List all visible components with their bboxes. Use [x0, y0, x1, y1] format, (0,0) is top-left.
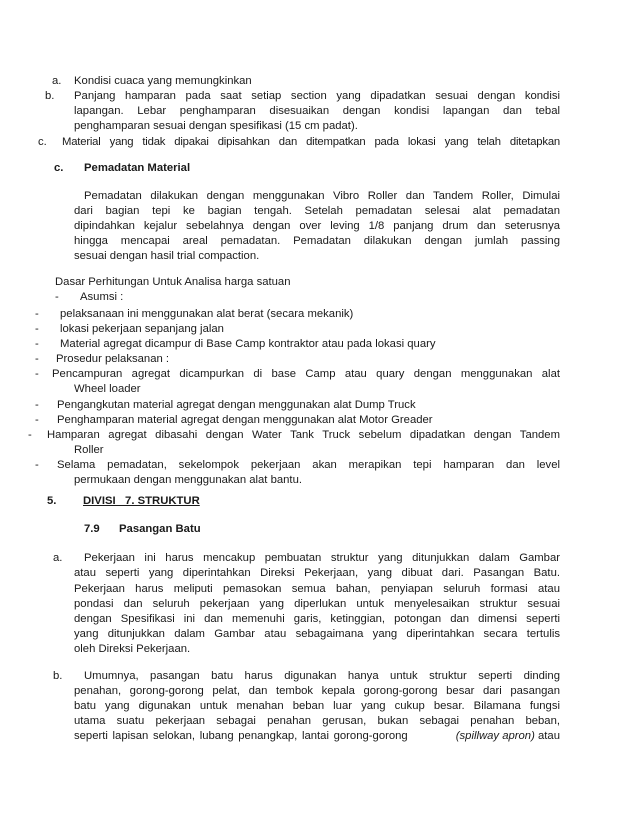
- proc-item-1-line-2: Wheel loader: [74, 383, 141, 395]
- para-a-line-1: Pekerjaan ini harus mencakup pembuatan struktur yang ditunjukkan dalam Gambar: [84, 552, 560, 564]
- pemadatan-line-1: Pemadatan dilakukan dengan menggunakan Vibro Roller dan Tandem Roller, Dimulai: [84, 190, 560, 202]
- list-marker-c: c.: [38, 136, 47, 148]
- list-item-b-line-3: penghamparan sesuai dengan spesifikasi (15 cm padat).: [74, 120, 358, 132]
- asumsi-item-1: pelaksanaan ini menggunakan alat berat (secara mekanik): [60, 308, 354, 320]
- list-item-b-line-1: Panjang hamparan pada saat setiap section yang dipadatkan sesuai dengan kondisi: [74, 90, 560, 102]
- divisi-number: 5.: [47, 495, 57, 507]
- proc-item-4-line-1: Hamparan agregat dibasahi dengan Water Tank Truck sebelum dipadatkan dengan Tandem: [47, 429, 560, 441]
- section-number: 7.9: [84, 523, 100, 535]
- dash-6: -: [35, 399, 39, 411]
- list-marker-a: a.: [52, 75, 62, 87]
- asumsi-dash: -: [55, 291, 59, 303]
- proc-item-1-line-1: Pencampuran agregat dicampurkan di base Camp atau quary dengan menggunakan alat: [52, 368, 560, 380]
- para-b-line-5-suffix: atau: [534, 730, 560, 742]
- section-title: Pasangan Batu: [119, 523, 201, 535]
- asumsi-item-2: lokasi pekerjaan sepanjang jalan: [60, 323, 224, 335]
- para-b-line-1: Umumnya, pasangan batu harus digunakan hanya untuk struktur seperti dinding: [84, 670, 560, 682]
- dash-4: -: [35, 353, 39, 365]
- dash-5: -: [35, 368, 39, 380]
- para-b-marker: b.: [53, 670, 63, 682]
- para-a-line-3: Pekerjaan harus meliputi pemasokan semua bahan, penyiapan seluruh formasi atau: [74, 583, 560, 595]
- proc-item-2: Pengangkutan material agregat dengan menggunakan alat Dump Truck: [57, 399, 416, 411]
- para-a-line-5: dengan Spesifikasi ini dan memenuhi garis, ketinggian, potongan dan dimensi seperti: [74, 613, 560, 625]
- list-item-a-text: Kondisi cuaca yang memungkinkan: [74, 75, 252, 87]
- para-a-line-7: oleh Direksi Pekerjaan.: [74, 643, 191, 655]
- pemadatan-line-3: dipindahkan kejalur sebelahnya dengan over leving 1/8 panjang drum dan seterusnya: [74, 220, 560, 232]
- para-a-marker: a.: [53, 552, 63, 564]
- pemadatan-line-5: sesuai dengan hasil trial compaction.: [74, 250, 260, 262]
- list-marker-b: b.: [45, 90, 55, 102]
- dash-7: -: [35, 414, 39, 426]
- para-b-italic-term: (spillway apron): [455, 730, 535, 742]
- para-b-line-4: utama suatu pekerjaan sebagai penahan gerusan, bukan sebagai penahan beban,: [74, 715, 560, 727]
- asumsi-item-3: Material agregat dicampur di Base Camp kontraktor atau pada lokasi quary: [60, 338, 436, 350]
- dash-9: -: [35, 459, 39, 471]
- proc-item-5-line-2: permukaan dengan menggunakan alat bantu.: [74, 474, 302, 486]
- pemadatan-line-2: dari bagian tepi ke bagian tengah. Setelah pemadatan selesai alat pemadatan: [74, 205, 560, 217]
- para-b-line-5-end: [456, 729, 560, 744]
- proc-item-5-line-1: Selama pemadatan, sekelompok pekerjaan akan merapikan tepi hamparan dan level: [57, 459, 560, 471]
- para-b-line-3: batu yang digunakan untuk menahan beban luar yang cukup besar. Bilamana fungsi: [74, 700, 560, 712]
- para-b-line-5-prefix: seperti lapisan selokan, lubang penangkap, lantai gorong-gorong: [74, 730, 408, 742]
- proc-item-4-line-2: Roller: [74, 444, 104, 456]
- divisi-title: DIVISI 7. STRUKTUR: [83, 495, 200, 507]
- dash-2: -: [35, 323, 39, 335]
- para-b-line-5: [74, 729, 560, 744]
- dash-8: -: [28, 429, 32, 441]
- para-b-line-2: penahan, gorong-gorong pelat, dan tembok kepala gorong-gorong besar dari pasangan: [74, 685, 560, 697]
- list-item-c-text: Material yang tidak dipakai dipisahkan dan ditempatkan pada lokasi yang telah ditetapkan: [62, 136, 560, 148]
- prosedur-label: Prosedur pelaksanan :: [56, 353, 170, 365]
- pemadatan-line-4: hingga mencapai areal pemadatan. Pemadatan dilakukan dengan jumlah passing: [74, 235, 560, 247]
- dash-1: -: [35, 308, 39, 320]
- list-item-b-line-2: lapangan. Lebar penghamparan disesuaikan dengan kondisi lapangan dan tebal: [74, 105, 560, 117]
- para-a-line-4: pondasi dan seluruh pekerjaan yang diperlukan untuk menyelesaikan struktur sesuai: [74, 598, 560, 610]
- proc-item-3: Penghamparan material agregat dengan menggunakan alat Motor Greader: [57, 414, 433, 426]
- para-a-line-2: atau seperti yang diperintahkan Direksi Pekerjaan, yang dibuat dari. Pasangan Batu.: [74, 567, 560, 579]
- asumsi-label: Asumsi :: [80, 291, 124, 303]
- dasar-title: Dasar Perhitungan Untuk Analisa harga satuan: [55, 276, 291, 288]
- dash-3: -: [35, 338, 39, 350]
- pemadatan-marker: c.: [54, 162, 64, 174]
- para-a-line-6: yang ditunjukkan dalam Gambar atau sebagaimana yang diperintahkan secara tertulis: [74, 628, 560, 640]
- pemadatan-heading: Pemadatan Material: [84, 162, 191, 174]
